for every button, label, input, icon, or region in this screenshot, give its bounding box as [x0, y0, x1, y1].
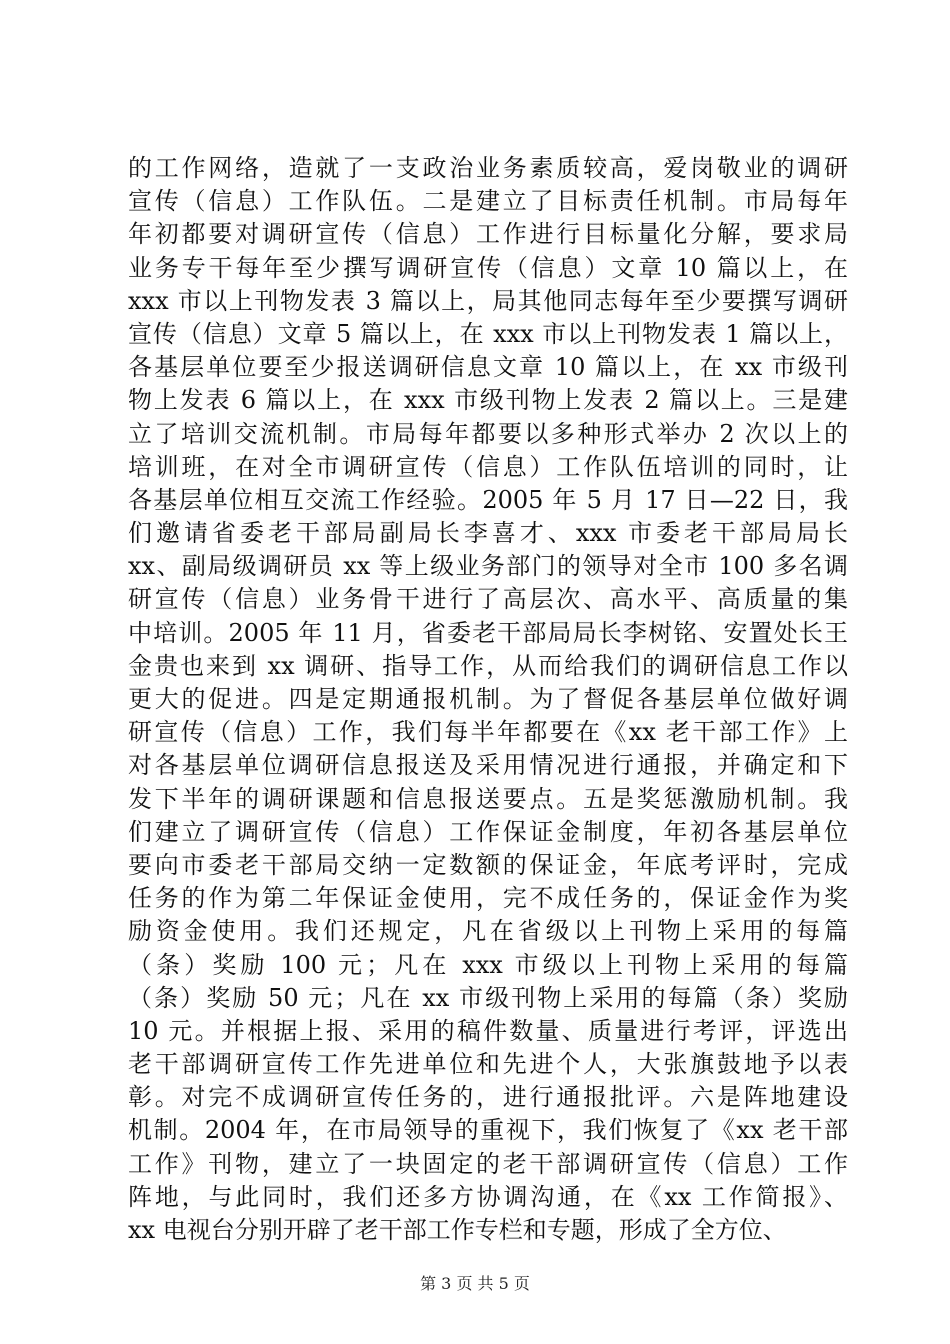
text-line: 研宣传（信息）工作，我们每半年都要在《xx 老干部工作》上 — [128, 718, 848, 747]
text-line: 各基层单位要至少报送调研信息文章 10 篇以上，在 xx 市级刊 — [128, 353, 848, 382]
text-line: xx、副局级调研员 xx 等上级业务部门的领导对全市 100 多名调 — [128, 552, 848, 581]
text-line: 的工作网络，造就了一支政治业务素质较高，爱岗敬业的调研 — [128, 154, 848, 182]
text-line: xxx 市以上刊物发表 3 篇以上，局其他同志每年至少要撰写调研 — [128, 286, 848, 315]
text-line: 发下半年的调研课题和信息报送要点。五是奖惩激励机制。我 — [128, 784, 848, 813]
text-line: 对各基层单位调研信息报送及采用情况进行通报，并确定和下 — [128, 751, 848, 780]
page-footer — [0, 1274, 950, 1294]
text-line: （条）奖励 50 元；凡在 xx 市级刊物上采用的每篇（条）奖励 — [128, 983, 848, 1012]
text-line: 宣传（信息）工作队伍。二是建立了目标责任机制。市局每年 — [128, 187, 848, 216]
text-line: 励资金使用。我们还规定，凡在省级以上刊物上采用的每篇 — [128, 917, 848, 946]
text-line: 物上发表 6 篇以上，在 xxx 市级刊物上发表 2 篇以上。三是建 — [128, 386, 848, 415]
text-line: 工作》刊物，建立了一块固定的老干部调研宣传（信息）工作 — [128, 1149, 848, 1178]
text-line: 们建立了调研宣传（信息）工作保证金制度，年初各基层单位 — [128, 817, 848, 846]
text-line: 要向市委老干部局交纳一定数额的保证金，年底考评时，完成 — [128, 850, 848, 879]
text-line: 年初都要对调研宣传（信息）工作进行目标量化分解，要求局 — [128, 220, 848, 249]
text-line: 10 元。并根据上报、采用的稿件数量、质量进行考评，评选出 — [128, 1016, 848, 1045]
body-text — [128, 152, 848, 1247]
text-line: 机制。2004 年，在市局领导的重视下，我们恢复了《xx 老干部 — [128, 1116, 848, 1145]
text-line: 中培训。2005 年 11 月，省委老干部局局长李树铭、安置处长王 — [128, 618, 848, 647]
text-line: 老干部调研宣传工作先进单位和先进个人，大张旗鼓地予以表 — [128, 1050, 848, 1079]
text-line: （条）奖励 100 元；凡在 xxx 市级以上刊物上采用的每篇 — [128, 950, 848, 979]
text-line: 业务专干每年至少撰写调研宣传（信息）文章 10 篇以上，在 — [128, 253, 848, 282]
text-line: 立了培训交流机制。市局每年都要以多种形式举办 2 次以上的 — [128, 419, 848, 448]
text-line: 更大的促进。四是定期通报机制。为了督促各基层单位做好调 — [128, 685, 848, 713]
text-line: 们邀请省委老干部局副局长李喜才、xxx 市委老干部局局长 — [128, 519, 848, 548]
text-line: 培训班，在对全市调研宣传（信息）工作队伍培训的同时，让 — [128, 452, 848, 481]
text-line: 阵地，与此同时，我们还多方协调沟通，在《xx 工作简报》、 — [128, 1182, 848, 1211]
text-line: 宣传（信息）文章 5 篇以上，在 xxx 市以上刊物发表 1 篇以上， — [128, 319, 848, 348]
text-line: 研宣传（信息）业务骨干进行了高层次、高水平、高质量的集 — [128, 585, 848, 614]
text-line: 任务的作为第二年保证金使用，完不成任务的，保证金作为奖 — [128, 884, 848, 913]
text-line: 金贵也来到 xx 调研、指导工作，从而给我们的调研信息工作以 — [128, 651, 848, 680]
text-line: 各基层单位相互交流工作经验。2005 年 5 月 17 日—22 日，我 — [128, 485, 848, 514]
text-line: 彰。对完不成调研宣传任务的，进行通报批评。六是阵地建设 — [128, 1083, 848, 1112]
text-line: xx 电视台分别开辟了老干部工作专栏和专题，形成了全方位、 — [128, 1216, 787, 1244]
page-number: 第 3 页 共 5 页 — [420, 1274, 530, 1293]
